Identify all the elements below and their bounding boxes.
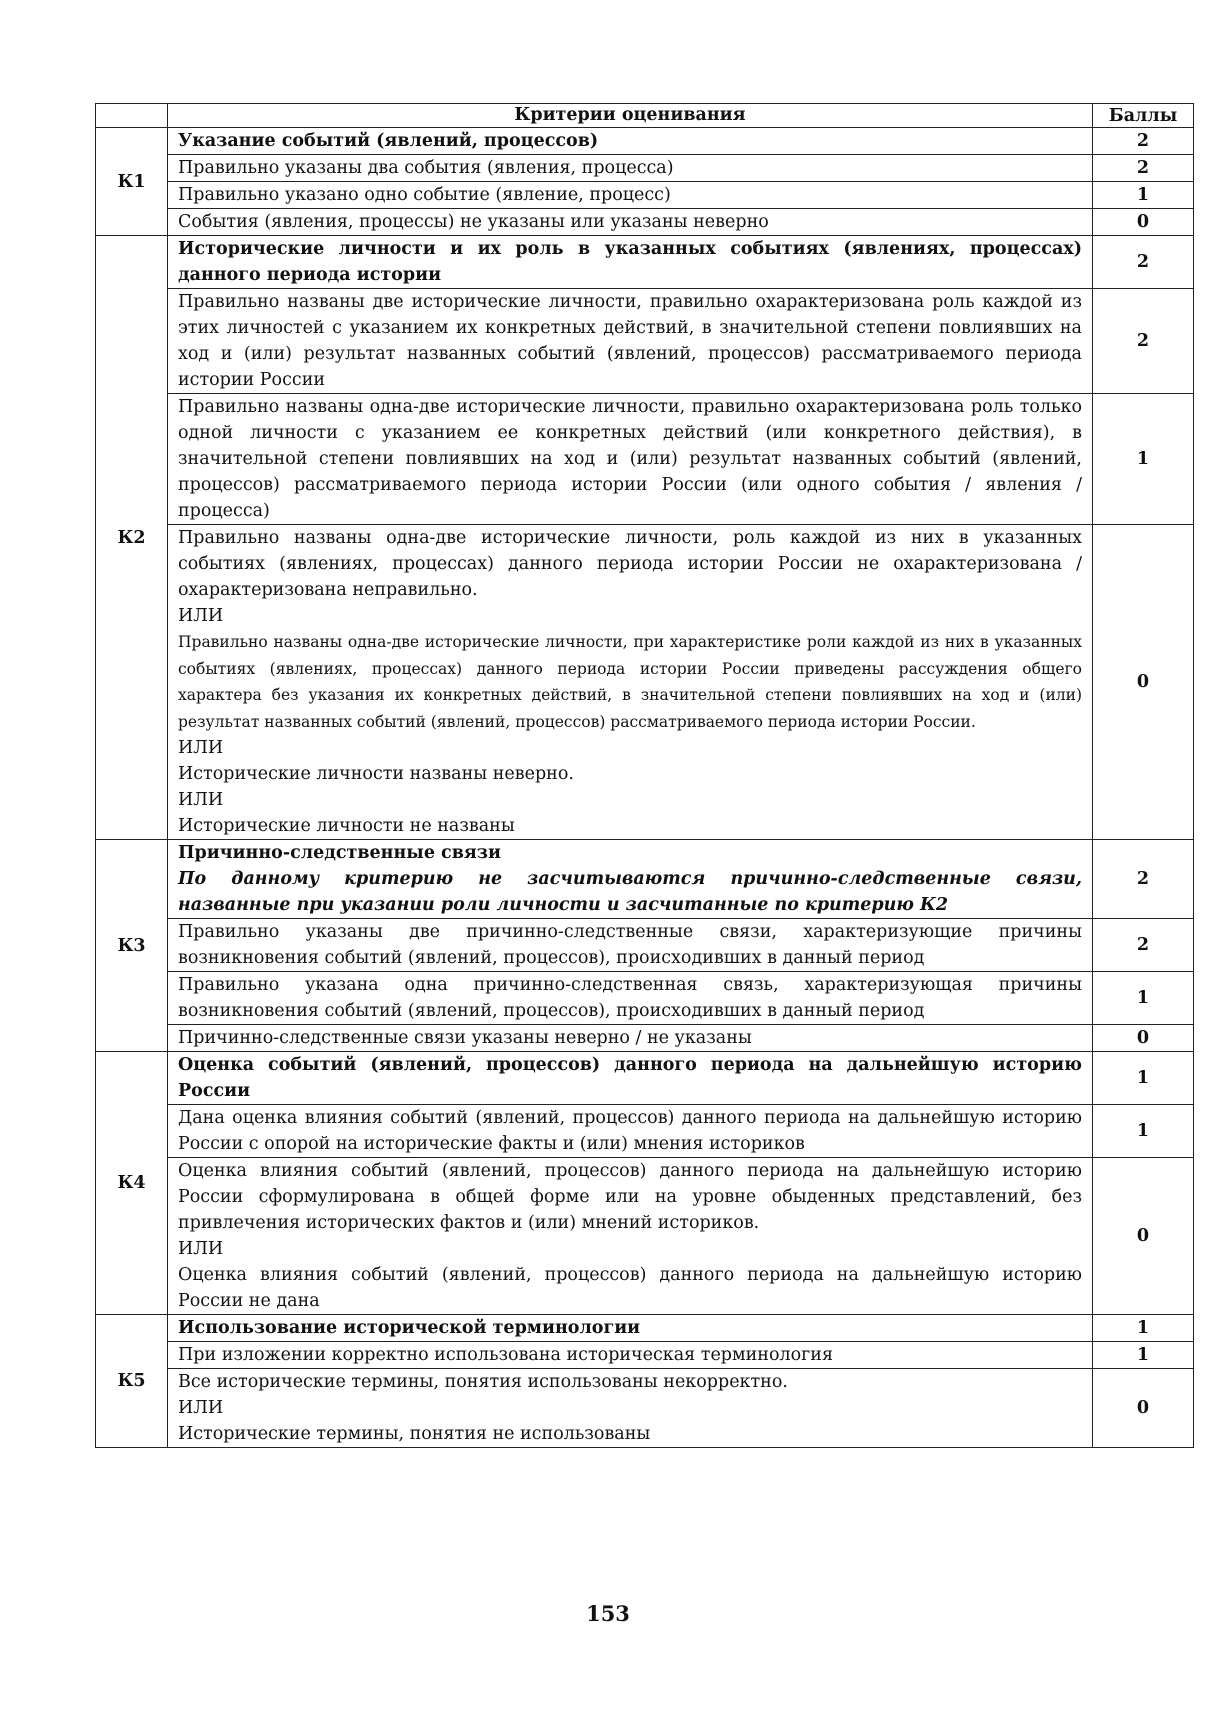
k2-row-3-cell (168, 525, 1093, 840)
k1-title: Указание событий (явлений, процессов) (168, 128, 1093, 155)
table-row (96, 525, 1194, 840)
k5-row-2-para-1: Все исторические термины, понятия использованы некорректно. (178, 1372, 788, 1392)
table-row (96, 1105, 1194, 1158)
k4-label: К4 (96, 1052, 168, 1315)
table-row (96, 155, 1194, 182)
table-row (96, 1025, 1194, 1052)
criteria-table (95, 103, 1194, 1448)
k1-row-3-points: 0 (1093, 209, 1194, 236)
table-row (96, 1369, 1194, 1448)
k2-row-3-points: 0 (1093, 525, 1194, 840)
k1-row-2-points: 1 (1093, 182, 1194, 209)
header-empty-cell (96, 104, 168, 128)
table-row (96, 394, 1194, 525)
header-points: Баллы (1093, 104, 1194, 128)
k5-label: К5 (96, 1315, 168, 1448)
k5-title: Использование исторической терминологии (168, 1315, 1093, 1342)
k4-row-2-or-1: ИЛИ (178, 1239, 224, 1259)
k4-row-2-points: 0 (1093, 1158, 1194, 1315)
k5-title-row (96, 1315, 1194, 1342)
k3-row-1-points: 2 (1093, 919, 1194, 972)
table-header-row (96, 104, 1194, 128)
header-criteria: Критерии оценивания (168, 104, 1093, 128)
k1-row-3-text: События (явления, процессы) не указаны или указаны неверно (168, 209, 1093, 236)
k2-row-1-points: 2 (1093, 289, 1194, 394)
table-row (96, 289, 1194, 394)
k1-title-row (96, 128, 1194, 155)
k3-row-3-points: 0 (1093, 1025, 1194, 1052)
table-row (96, 1342, 1194, 1369)
k5-row-2-para-2: Исторические термины, понятия не использованы (178, 1424, 651, 1444)
k4-title-row (96, 1052, 1194, 1105)
k4-row-2-cell (168, 1158, 1093, 1315)
k2-row-3-or-3: ИЛИ (178, 790, 224, 810)
k1-title-points: 2 (1093, 128, 1194, 155)
k5-row-1-text: При изложении корректно использована историческая терминология (168, 1342, 1093, 1369)
k1-row-1-text: Правильно указаны два события (явления, процесса) (168, 155, 1093, 182)
k3-title-row (96, 840, 1194, 919)
k5-row-2-cell (168, 1369, 1093, 1448)
k3-title-points: 2 (1093, 840, 1194, 919)
k2-row-3-para-3: Исторические личности названы неверно. (178, 764, 574, 784)
k3-label: К3 (96, 840, 168, 1052)
page-number: 153 (586, 1601, 630, 1626)
k3-title: Причинно-следственные связи (178, 843, 501, 863)
k2-row-3-para-2: Правильно названы одна-две исторические личности, при характеристике роли каждой из них в указанных событиях (явлениях, процессах) данного периода истории России приведены рассуждения общего характера без указания их конкретных действий, в значительной степени повлиявших на ход и (или) результат названных событий (явлений, процессов) рассматриваемого периода истории России. (178, 633, 1082, 731)
k5-title-points: 1 (1093, 1315, 1194, 1342)
k2-row-2-text: Правильно названы одна-две исторические личности, правильно охарактеризована роль только одной личности с указанием ее конкретных действий (или конкретного действия), в значительной степени повлиявших на ход и (или) результат названных событий (явлений, процессов) рассматриваемого периода истории России (или одного события / явления / процесса) (168, 394, 1093, 525)
k1-row-2-text: Правильно указано одно событие (явление, процесс) (168, 182, 1093, 209)
k2-row-1-text: Правильно названы две исторические личности, правильно охарактеризована роль каждой из этих личностей с указанием их конкретных действий, в значительной степени повлиявших на ход и (или) результат названных событий (явлений, процессов) рассматриваемого периода истории России (168, 289, 1093, 394)
table-row (96, 919, 1194, 972)
table-row (96, 209, 1194, 236)
k2-row-3-para-4: Исторические личности не названы (178, 816, 515, 836)
k3-row-1-text: Правильно указаны две причинно-следственные связи, характеризующие причины возникновения событий (явлений, процессов), происходивших в данный период (168, 919, 1093, 972)
k4-row-1-text: Дана оценка влияния событий (явлений, процессов) данного периода на дальнейшую историю России с опорой на исторические факты и (или) мнения историков (168, 1105, 1093, 1158)
k3-note: По данному критерию не засчитываются причинно-следственные связи, названные при указании роли личности и засчитанные по критерию К2 (178, 869, 1082, 915)
k3-row-2-points: 1 (1093, 972, 1194, 1025)
k5-row-1-points: 1 (1093, 1342, 1194, 1369)
k2-row-2-points: 1 (1093, 394, 1194, 525)
k2-row-3-para-1: Правильно названы одна-две исторические личности, роль каждой из них в указанных событиях (явлениях, процессах) данного периода истории России не охарактеризована / охарактеризована неправильно. (178, 528, 1082, 600)
k5-row-2-points: 0 (1093, 1369, 1194, 1448)
k3-title-cell (168, 840, 1093, 919)
k2-row-3-or-2: ИЛИ (178, 738, 224, 758)
k2-title-points: 2 (1093, 236, 1194, 289)
table-row (96, 1158, 1194, 1315)
k2-row-3-or-1: ИЛИ (178, 606, 224, 626)
k1-label: К1 (96, 128, 168, 236)
k4-title: Оценка событий (явлений, процессов) данного периода на дальнейшую историю России (168, 1052, 1093, 1105)
k2-title-row (96, 236, 1194, 289)
k4-row-2-para-1: Оценка влияния событий (явлений, процессов) данного периода на дальнейшую историю России сформулирована в общей форме или на уровне обыденных представлений, без привлечения исторических фактов и (или) мнений историков. (178, 1161, 1082, 1233)
k4-title-points: 1 (1093, 1052, 1194, 1105)
k4-row-2-para-2: Оценка влияния событий (явлений, процессов) данного периода на дальнейшую историю России не дана (178, 1265, 1082, 1311)
k2-label: К2 (96, 236, 168, 840)
k3-row-2-text: Правильно указана одна причинно-следственная связь, характеризующая причины возникновения событий (явлений, процессов), происходивших в данный период (168, 972, 1093, 1025)
table-row (96, 972, 1194, 1025)
k4-row-1-points: 1 (1093, 1105, 1194, 1158)
table-row (96, 182, 1194, 209)
k3-row-3-text: Причинно-следственные связи указаны неверно / не указаны (168, 1025, 1093, 1052)
k1-row-1-points: 2 (1093, 155, 1194, 182)
k5-row-2-or-1: ИЛИ (178, 1398, 224, 1418)
k2-title: Исторические личности и их роль в указанных событиях (явлениях, процессах) данного периода истории (168, 236, 1093, 289)
